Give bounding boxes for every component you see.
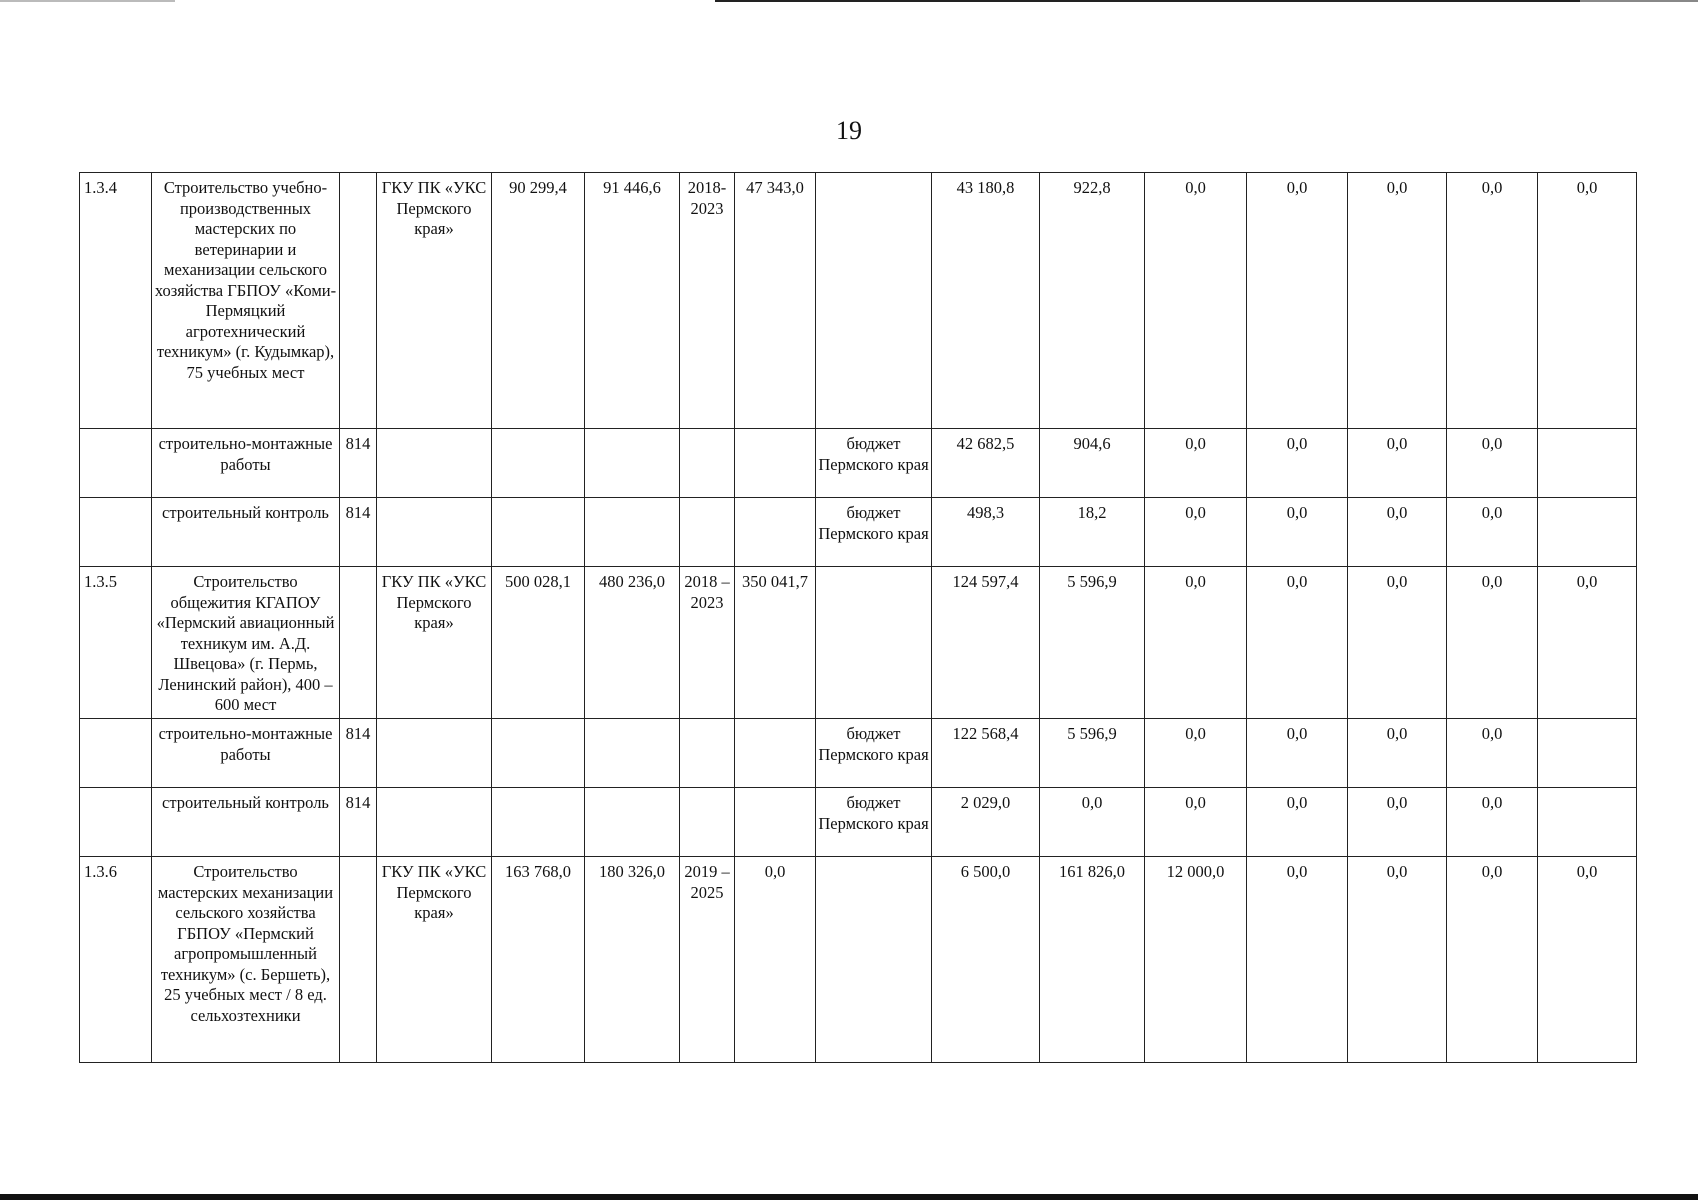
row-grbs bbox=[340, 857, 377, 1063]
row-number: 1.3.5 bbox=[80, 567, 152, 719]
row-value-2: 0,0 bbox=[1040, 788, 1145, 857]
row-value-3: 0,0 bbox=[1145, 567, 1247, 719]
row-period: 2018 – 2023 bbox=[680, 567, 735, 719]
row-value-3: 0,0 bbox=[1145, 719, 1247, 788]
scan-top-edge bbox=[0, 0, 1698, 2]
row-customer: ГКУ ПК «УКС Пермского края» bbox=[377, 173, 492, 429]
row-value-4: 0,0 bbox=[1247, 788, 1348, 857]
row-value-6: 0,0 bbox=[1447, 429, 1538, 498]
row-value-6: 0,0 bbox=[1447, 719, 1538, 788]
row-customer bbox=[377, 719, 492, 788]
row-cost-c: 0,0 bbox=[735, 857, 816, 1063]
table-row bbox=[80, 173, 1637, 429]
row-value-4: 0,0 bbox=[1247, 429, 1348, 498]
row-description: Строительство мастерских механизации сельского хозяйства ГБПОУ «Пермский агропромышленный техникум» (с. Бершеть), 25 учебных мест / 8 ед. сельхозтехники bbox=[152, 857, 340, 1063]
row-customer: ГКУ ПК «УКС Пермского края» bbox=[377, 857, 492, 1063]
row-cost-c: 350 041,7 bbox=[735, 567, 816, 719]
row-cost-a: 163 768,0 bbox=[492, 857, 585, 1063]
row-source bbox=[816, 173, 932, 429]
row-source: бюджет Пермского края bbox=[816, 788, 932, 857]
row-grbs: 814 bbox=[340, 788, 377, 857]
row-grbs bbox=[340, 173, 377, 429]
row-period: 2018-2023 bbox=[680, 173, 735, 429]
row-value-1: 124 597,4 bbox=[932, 567, 1040, 719]
table-row bbox=[80, 429, 1637, 498]
row-grbs: 814 bbox=[340, 429, 377, 498]
row-source: бюджет Пермского края bbox=[816, 498, 932, 567]
row-description: строительно-монтажные работы bbox=[152, 719, 340, 788]
row-number bbox=[80, 719, 152, 788]
row-customer: ГКУ ПК «УКС Пермского края» bbox=[377, 567, 492, 719]
row-cost-b: 91 446,6 bbox=[585, 173, 680, 429]
row-cost-a bbox=[492, 429, 585, 498]
row-period bbox=[680, 719, 735, 788]
row-value-4: 0,0 bbox=[1247, 173, 1348, 429]
row-cost-a: 500 028,1 bbox=[492, 567, 585, 719]
row-number: 1.3.4 bbox=[80, 173, 152, 429]
row-source: бюджет Пермского края bbox=[816, 429, 932, 498]
row-value-2: 5 596,9 bbox=[1040, 567, 1145, 719]
scan-bottom-edge bbox=[0, 1194, 1698, 1200]
row-cost-a bbox=[492, 719, 585, 788]
row-value-5: 0,0 bbox=[1348, 173, 1447, 429]
row-value-1: 498,3 bbox=[932, 498, 1040, 567]
table-row bbox=[80, 567, 1637, 719]
row-value-2: 18,2 bbox=[1040, 498, 1145, 567]
table-row bbox=[80, 719, 1637, 788]
row-cost-b bbox=[585, 719, 680, 788]
row-cost-a bbox=[492, 498, 585, 567]
table-body bbox=[80, 173, 1637, 1063]
row-value-6: 0,0 bbox=[1447, 173, 1538, 429]
row-cost-b bbox=[585, 429, 680, 498]
row-value-1: 6 500,0 bbox=[932, 857, 1040, 1063]
row-grbs: 814 bbox=[340, 719, 377, 788]
row-value-3: 0,0 bbox=[1145, 173, 1247, 429]
row-grbs: 814 bbox=[340, 498, 377, 567]
row-number bbox=[80, 788, 152, 857]
row-value-7: 0,0 bbox=[1538, 567, 1637, 719]
row-period bbox=[680, 498, 735, 567]
row-cost-b bbox=[585, 788, 680, 857]
row-description: строительно-монтажные работы bbox=[152, 429, 340, 498]
row-value-7 bbox=[1538, 498, 1637, 567]
row-cost-c bbox=[735, 788, 816, 857]
row-grbs bbox=[340, 567, 377, 719]
row-value-1: 122 568,4 bbox=[932, 719, 1040, 788]
row-value-3: 0,0 bbox=[1145, 498, 1247, 567]
row-value-1: 2 029,0 bbox=[932, 788, 1040, 857]
row-cost-b bbox=[585, 498, 680, 567]
row-cost-a bbox=[492, 788, 585, 857]
row-cost-c bbox=[735, 429, 816, 498]
row-value-2: 5 596,9 bbox=[1040, 719, 1145, 788]
row-value-5: 0,0 bbox=[1348, 567, 1447, 719]
row-value-6: 0,0 bbox=[1447, 857, 1538, 1063]
row-customer bbox=[377, 788, 492, 857]
row-value-7 bbox=[1538, 719, 1637, 788]
table-row bbox=[80, 498, 1637, 567]
program-table bbox=[79, 172, 1637, 1063]
row-cost-c bbox=[735, 719, 816, 788]
row-source: бюджет Пермского края bbox=[816, 719, 932, 788]
row-value-5: 0,0 bbox=[1348, 857, 1447, 1063]
row-source bbox=[816, 567, 932, 719]
row-number: 1.3.6 bbox=[80, 857, 152, 1063]
row-value-3: 0,0 bbox=[1145, 429, 1247, 498]
row-value-2: 161 826,0 bbox=[1040, 857, 1145, 1063]
row-value-4: 0,0 bbox=[1247, 498, 1348, 567]
row-value-5: 0,0 bbox=[1348, 498, 1447, 567]
row-value-7 bbox=[1538, 788, 1637, 857]
row-cost-c bbox=[735, 498, 816, 567]
row-value-7 bbox=[1538, 429, 1637, 498]
row-number bbox=[80, 498, 152, 567]
row-value-2: 922,8 bbox=[1040, 173, 1145, 429]
row-customer bbox=[377, 498, 492, 567]
row-value-3: 0,0 bbox=[1145, 788, 1247, 857]
row-number bbox=[80, 429, 152, 498]
row-source bbox=[816, 857, 932, 1063]
row-cost-b: 180 326,0 bbox=[585, 857, 680, 1063]
row-description: строительный контроль bbox=[152, 788, 340, 857]
row-cost-b: 480 236,0 bbox=[585, 567, 680, 719]
row-value-5: 0,0 bbox=[1348, 719, 1447, 788]
row-description: строительный контроль bbox=[152, 498, 340, 567]
row-value-1: 42 682,5 bbox=[932, 429, 1040, 498]
row-period bbox=[680, 788, 735, 857]
row-value-7: 0,0 bbox=[1538, 857, 1637, 1063]
row-value-4: 0,0 bbox=[1247, 719, 1348, 788]
row-customer bbox=[377, 429, 492, 498]
row-value-7: 0,0 bbox=[1538, 173, 1637, 429]
row-value-5: 0,0 bbox=[1348, 429, 1447, 498]
table-row bbox=[80, 788, 1637, 857]
row-period bbox=[680, 429, 735, 498]
row-description: Строительство учебно-производственных мастерских по ветеринарии и механизации сельского хозяйства ГБПОУ «Коми-Пермяцкий агротехнический техникум» (г. Кудымкар), 75 учебных мест bbox=[152, 173, 340, 429]
row-value-5: 0,0 bbox=[1348, 788, 1447, 857]
row-cost-c: 47 343,0 bbox=[735, 173, 816, 429]
row-value-1: 43 180,8 bbox=[932, 173, 1040, 429]
row-description: Строительство общежития КГАПОУ «Пермский авиационный техникум им. А.Д. Швецова» (г. Пермь, Ленинский район), 400 – 600 мест bbox=[152, 567, 340, 719]
row-value-6: 0,0 bbox=[1447, 567, 1538, 719]
row-period: 2019 – 2025 bbox=[680, 857, 735, 1063]
row-cost-a: 90 299,4 bbox=[492, 173, 585, 429]
table-row bbox=[80, 857, 1637, 1063]
row-value-6: 0,0 bbox=[1447, 788, 1538, 857]
row-value-4: 0,0 bbox=[1247, 857, 1348, 1063]
row-value-2: 904,6 bbox=[1040, 429, 1145, 498]
page-number: 19 bbox=[836, 116, 862, 145]
row-value-3: 12 000,0 bbox=[1145, 857, 1247, 1063]
row-value-6: 0,0 bbox=[1447, 498, 1538, 567]
row-value-4: 0,0 bbox=[1247, 567, 1348, 719]
